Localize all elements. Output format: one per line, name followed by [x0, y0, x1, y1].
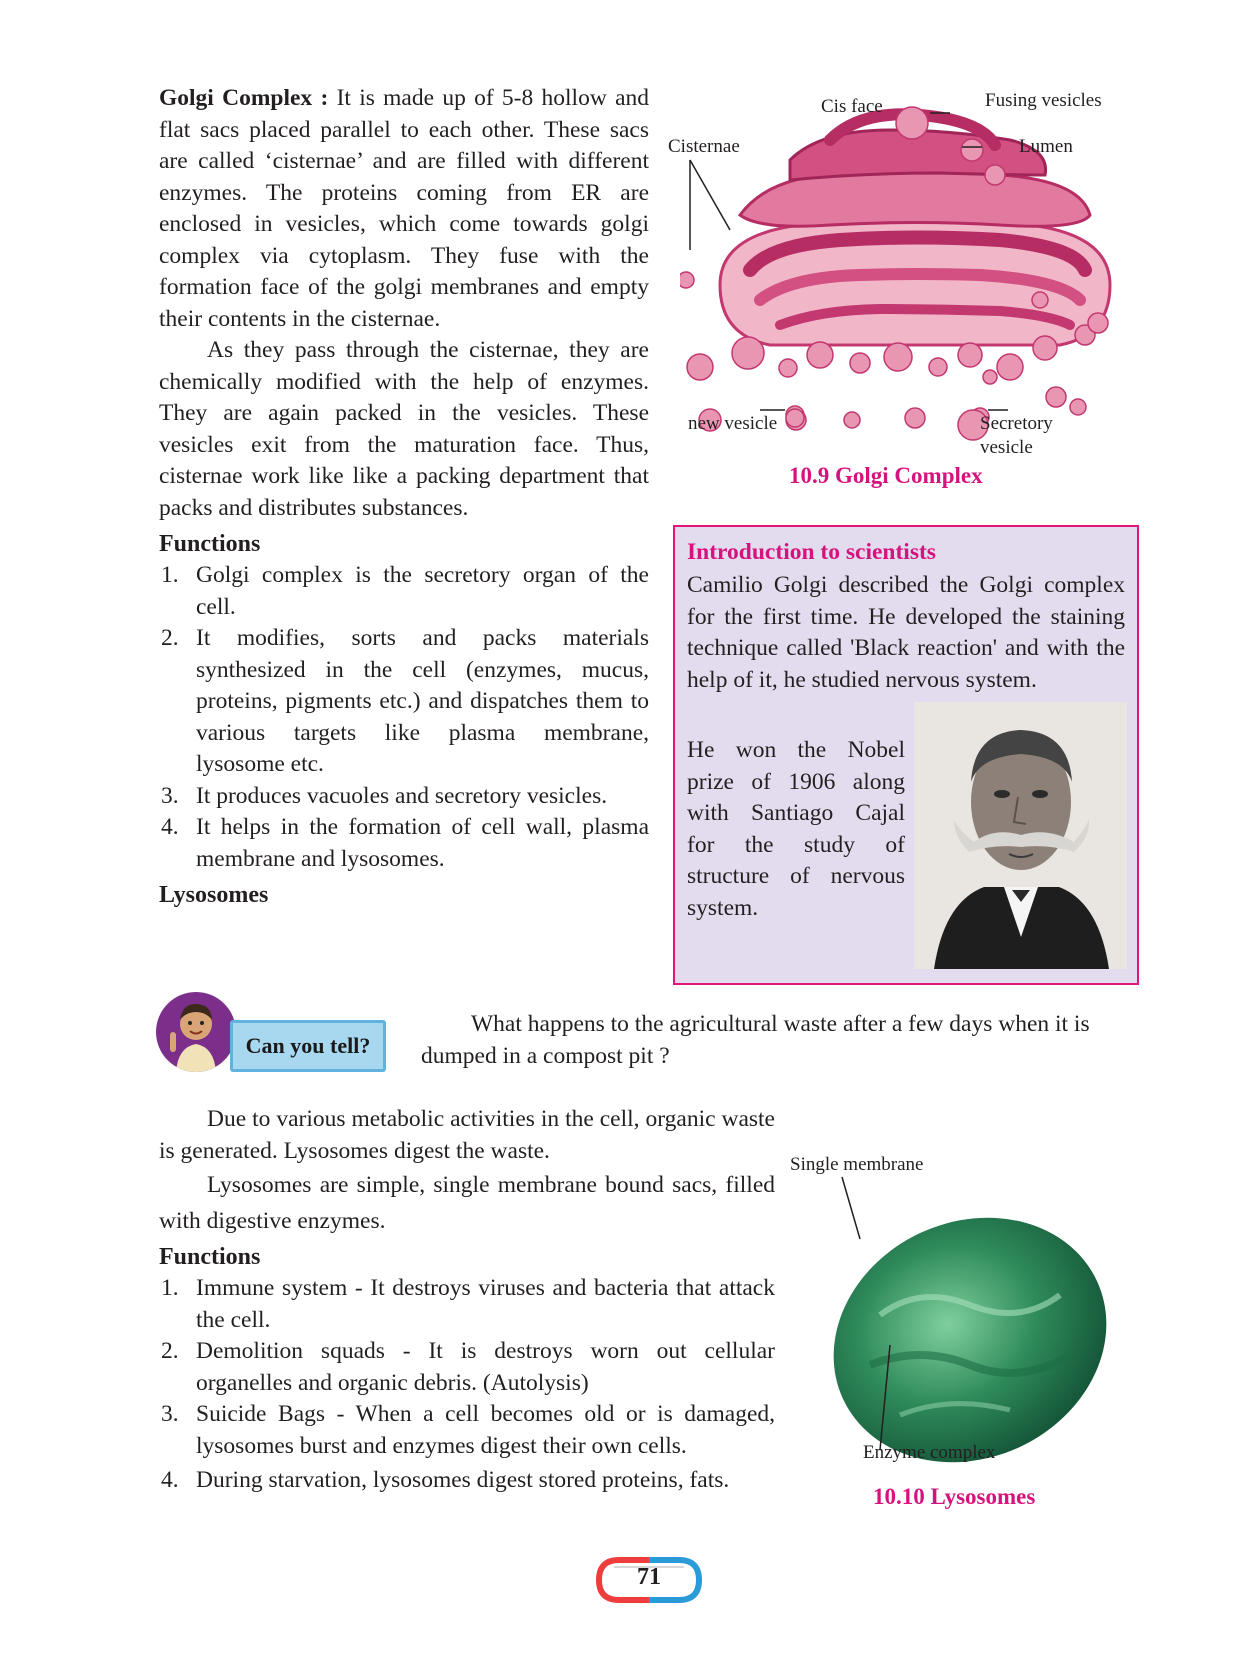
list-item: 1. Immune system - It destroys viruses and bacteria that attack the cell.	[161, 1275, 775, 1333]
list-item: 2. Demolition squads - It is destroys worn out cellular organelles and organic debris. (Autolysis)	[161, 1338, 775, 1396]
can-you-tell-question	[421, 1008, 1139, 1072]
golgi-paragraph-1-text: It is made up of 5-8 hollow and flat sacs placed parallel to each other. These sacs are called ‘cisternae’ and are filled with different enzymes. The proteins coming from ER are enclosed in vesicles, which come towards golgi complex via cytoplasm. They fuse with the formation face of the golgi membranes and empty their contents in the cisternae.	[159, 85, 650, 332]
scientist-text-1: Camilio Golgi described the Golgi complex for the first time. He developed the staining technique called 'Black reaction' and with the help of it, he studied nervous system.	[687, 572, 1125, 693]
lysosome-paragraph-1: Due to various metabolic activities in the cell, organic waste is generated. Lysosomes digest the waste.	[159, 1106, 775, 1164]
golgi-paragraph-2: As they pass through the cisternae, they are chemically modified with the help of enzymes. They are again packed in the vesicles. These vesicles exit from the maturation face. Thus, cisternae work like like a packing department that packs and distributes substances.	[159, 337, 649, 521]
lysosome-paragraph-2: Lysosomes are simple, single membrane bound sacs, filled with digestive enzymes.	[159, 1172, 775, 1234]
label-lumen: Lumen	[1019, 136, 1073, 157]
list-item: 4. It helps in the formation of cell wall, plasma membrane and lysosomes.	[161, 814, 649, 872]
single-membrane-pointer	[840, 1175, 870, 1245]
list-item: 3. It produces vacuoles and secretory vesicles.	[161, 782, 608, 809]
lysosome-functions-list	[159, 1273, 775, 1498]
label-secretory-vesicle-1: Secretory	[980, 413, 1053, 434]
lysosome-text-column	[159, 1104, 775, 1498]
scientist-info-box	[673, 525, 1139, 985]
label-cis-face: Cis face	[821, 96, 883, 117]
golgi-text-column	[159, 83, 649, 911]
lysosome-figure-caption: 10.10 Lysosomes	[873, 1484, 1036, 1509]
golgi-functions-heading: Functions	[159, 531, 261, 557]
can-you-tell-badge	[156, 990, 391, 1080]
camillo-golgi-portrait	[914, 702, 1127, 969]
lysosomes-heading: Lysosomes	[159, 882, 269, 908]
label-fusing-vesicles: Fusing vesicles	[985, 90, 1102, 111]
lysosome-functions-heading: Functions	[159, 1244, 261, 1270]
scientist-box-title: Introduction to scientists	[687, 539, 936, 565]
question-text: What happens to the agricultural waste after a few days when it is dumped in a compost pit ?	[421, 1011, 1090, 1069]
portrait-illustration	[914, 702, 1127, 969]
new-vesicle	[786, 409, 804, 427]
list-item: 4. During starvation, lysosomes digest stored proteins, fats.	[161, 1467, 730, 1493]
scientist-text-2: He won the Nobel prize of 1906 along with Santiago Cajal for the study of structure of nervous system.	[687, 737, 905, 921]
list-item: 3. Suicide Bags - When a cell becomes old or is damaged, lysosomes burst and enzymes digest their own cells.	[161, 1401, 775, 1459]
page-number: 71	[637, 1564, 661, 1590]
boy-avatar	[156, 992, 236, 1072]
lysosome-illustration	[820, 1215, 1120, 1475]
page-number-badge	[594, 1555, 704, 1605]
boy-icon	[156, 992, 236, 1072]
list-item: 2. It modifies, sorts and packs materials synthesized in the cell (enzymes, mucus, proteins, pigments etc.) and dispatches them to various targets like plasma membrane, lysosome etc.	[161, 625, 649, 777]
golgi-functions-list	[159, 560, 649, 875]
golgi-figure-caption: 10.9 Golgi Complex	[789, 463, 983, 488]
can-you-tell-label: Can you tell?	[230, 1020, 386, 1072]
label-new-vesicle: new vesicle	[688, 413, 778, 434]
golgi-paragraph-1	[159, 83, 649, 335]
label-enzyme-complex: Enzyme complex	[863, 1442, 996, 1463]
label-secretory-vesicle-2: vesicle	[980, 437, 1033, 458]
golgi-heading: Golgi Complex :	[159, 85, 329, 111]
label-cisternae: Cisternae	[668, 136, 740, 157]
label-single-membrane: Single membrane	[790, 1154, 924, 1175]
list-item: 1. Golgi complex is the secretory organ of the cell.	[161, 562, 649, 620]
